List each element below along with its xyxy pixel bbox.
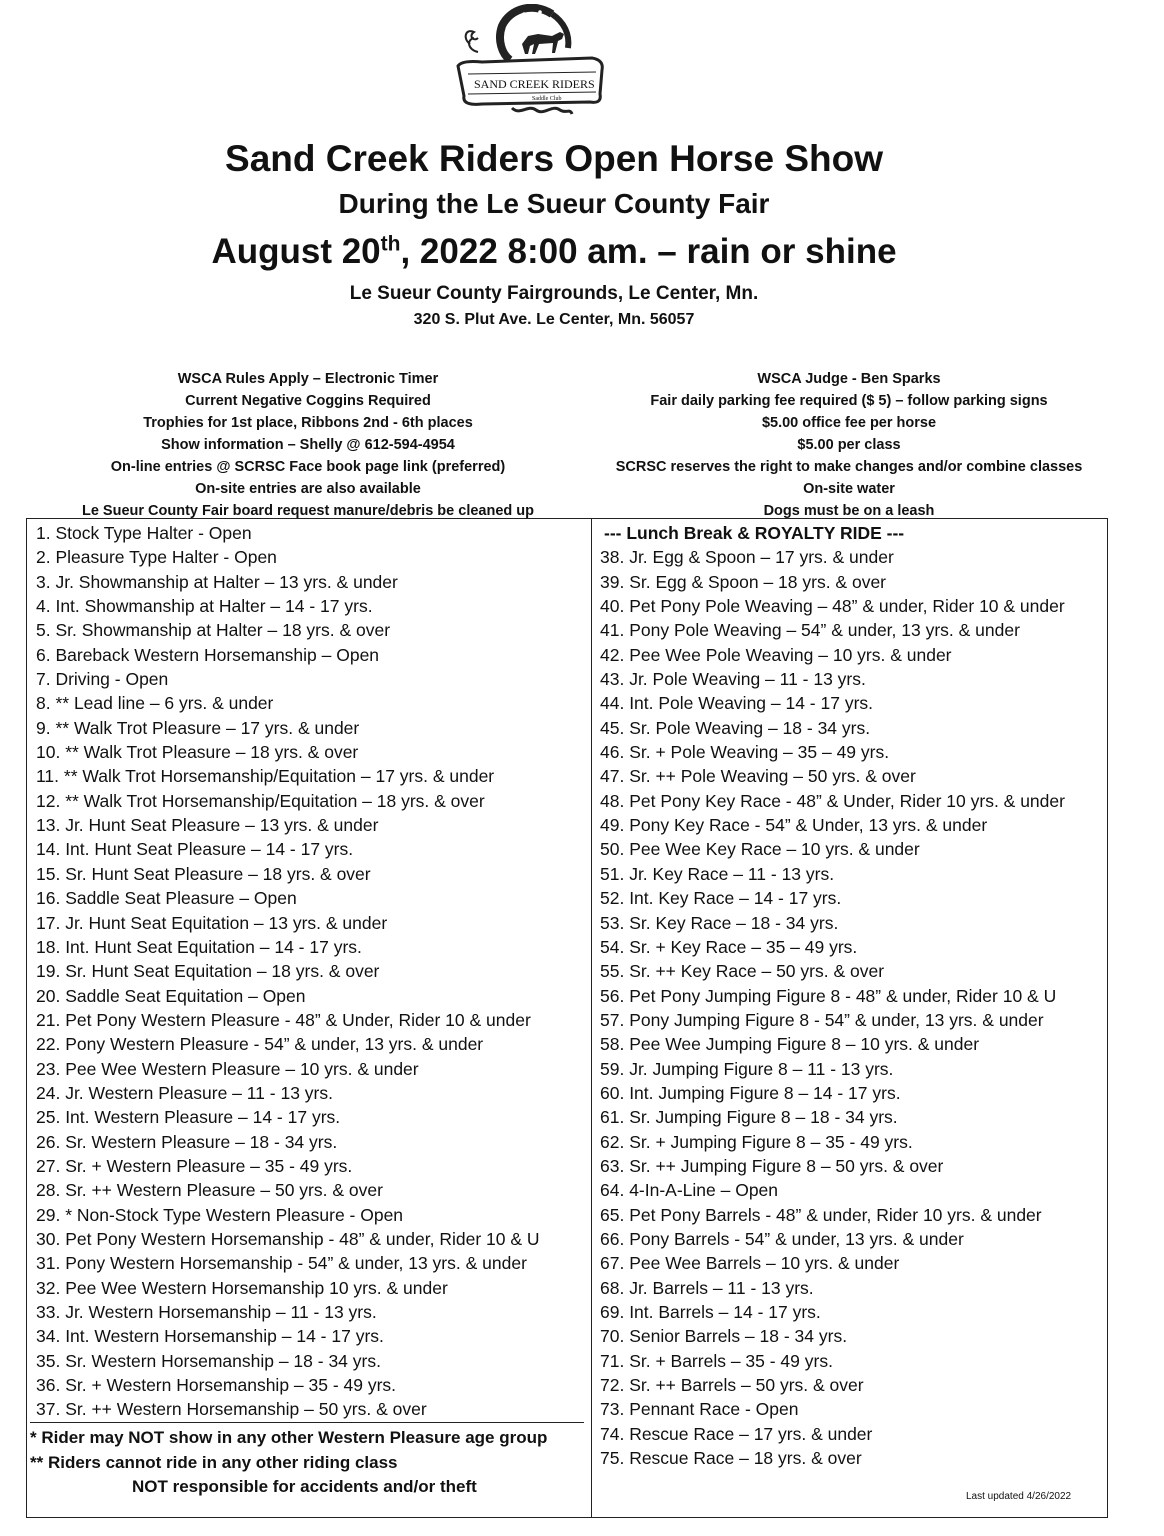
svg-text:Saddle Club: Saddle Club <box>532 96 562 102</box>
lunch-break-heading: --- Lunch Break & ROYALTY RIDE --- <box>604 523 905 543</box>
class-item: 31. Pony Western Horsemanship - 54” & under, 13 yrs. & under <box>36 1253 527 1274</box>
rules-right-column <box>592 368 1106 522</box>
class-item: 71. Sr. + Barrels – 35 - 49 yrs. <box>600 1350 833 1371</box>
page-title: Sand Creek Riders Open Horse Show <box>225 138 883 179</box>
class-item: 25. Int. Western Pleasure – 14 - 17 yrs. <box>36 1107 341 1128</box>
class-item: 67. Pee Wee Barrels – 10 yrs. & under <box>600 1253 900 1274</box>
class-item: 39. Sr. Egg & Spoon – 18 yrs. & over <box>600 571 886 592</box>
class-item: 53. Sr. Key Race – 18 - 34 yrs. <box>600 912 839 933</box>
class-item: 3. Jr. Showmanship at Halter – 13 yrs. & under <box>36 571 398 592</box>
rule-line: WSCA Rules Apply – Electronic Timer <box>177 371 439 387</box>
class-item: 72. Sr. ++ Barrels – 50 yrs. & over <box>600 1375 864 1396</box>
rule-line: $5.00 office fee per horse <box>761 415 937 431</box>
class-item: 40. Pet Pony Pole Weaving – 48” & under, Rider 10 & under <box>600 596 1065 617</box>
rule-line: Dogs must be on a leash <box>763 503 935 519</box>
horseshoe-horse-logo-icon <box>452 4 612 128</box>
class-item: 32. Pee Wee Western Horsemanship 10 yrs. & under <box>36 1277 448 1298</box>
rule-line: Fair daily parking fee required ($ 5) – follow parking signs <box>650 393 1048 409</box>
rule-line: On-line entries @ SCRSC Face book page link (preferred) <box>110 459 506 475</box>
class-item: 19. Sr. Hunt Seat Equitation – 18 yrs. & over <box>36 961 380 982</box>
class-item: 14. Int. Hunt Seat Pleasure – 14 - 17 yrs. <box>36 839 354 860</box>
rule-line: WSCA Judge - Ben Sparks <box>757 371 941 387</box>
class-item: 41. Pony Pole Weaving – 54” & under, 13 yrs. & under <box>600 620 1020 641</box>
class-item: 2. Pleasure Type Halter - Open <box>36 547 277 568</box>
rule-line: Trophies for 1st place, Ribbons 2nd - 6th places <box>143 415 473 431</box>
class-item: 65. Pet Pony Barrels - 48” & under, Rider 10 yrs. & under <box>600 1204 1042 1225</box>
class-item: 36. Sr. + Western Horsemanship – 35 - 49 yrs. <box>36 1375 397 1396</box>
column-divider <box>591 518 592 1518</box>
svg-text:SAND CREEK RIDERS: SAND CREEK RIDERS <box>474 77 595 91</box>
class-item: 26. Sr. Western Pleasure – 18 - 34 yrs. <box>36 1131 338 1152</box>
last-updated: Last updated 4/26/2022 <box>966 1491 1072 1502</box>
rule-line: Current Negative Coggins Required <box>185 393 431 409</box>
class-item: 28. Sr. ++ Western Pleasure – 50 yrs. & over <box>36 1180 383 1201</box>
footnote-western-pleasure: * Rider may NOT show in any other Western Pleasure age group <box>30 1428 548 1447</box>
class-item: 8. ** Lead line – 6 yrs. & under <box>36 693 274 714</box>
class-item: 59. Jr. Jumping Figure 8 – 11 - 13 yrs. <box>600 1058 894 1079</box>
class-item: 57. Pony Jumping Figure 8 - 54” & under, 13 yrs. & under <box>600 1009 1044 1030</box>
class-item: 62. Sr. + Jumping Figure 8 – 35 - 49 yrs. <box>600 1131 913 1152</box>
class-item: 75. Rescue Race – 18 yrs. & over <box>600 1448 862 1469</box>
class-item: 48. Pet Pony Key Race - 48” & Under, Rider 10 yrs. & under <box>600 790 1065 811</box>
class-item: 16. Saddle Seat Pleasure – Open <box>36 888 297 909</box>
class-item: 66. Pony Barrels - 54” & under, 13 yrs. & under <box>600 1228 964 1249</box>
class-item: 63. Sr. ++ Jumping Figure 8 – 50 yrs. & over <box>600 1155 944 1176</box>
class-item: 21. Pet Pony Western Pleasure - 48” & Under, Rider 10 & under <box>36 1009 531 1030</box>
class-item: 4. Int. Showmanship at Halter – 14 - 17 yrs. <box>36 596 373 617</box>
class-item: 47. Sr. ++ Pole Weaving – 50 yrs. & over <box>600 766 916 787</box>
class-item: 58. Pee Wee Jumping Figure 8 – 10 yrs. & under <box>600 1034 980 1055</box>
class-item: 50. Pee Wee Key Race – 10 yrs. & under <box>600 839 920 860</box>
class-item: 6. Bareback Western Horsemanship – Open <box>36 644 380 665</box>
address: 320 S. Plut Ave. Le Center, Mn. 56057 <box>413 311 695 328</box>
rule-line: $5.00 per class <box>797 437 901 453</box>
class-item: 1. Stock Type Halter - Open <box>36 523 252 543</box>
class-item: 61. Sr. Jumping Figure 8 – 18 - 34 yrs. <box>600 1107 898 1128</box>
class-item: 27. Sr. + Western Pleasure – 35 - 49 yrs. <box>36 1155 353 1176</box>
class-item: 7. Driving - Open <box>36 669 169 690</box>
class-item: 74. Rescue Race – 17 yrs. & under <box>600 1423 873 1444</box>
page-subtitle: During the Le Sueur County Fair <box>338 188 770 219</box>
event-time: , 2022 8:00 am. – rain or shine <box>400 232 897 271</box>
rule-line: Show information – Shelly @ 612-594-4954 <box>161 437 455 453</box>
date-suffix: th <box>380 232 401 256</box>
class-item: 70. Senior Barrels – 18 - 34 yrs. <box>600 1326 848 1347</box>
rule-line: On-site water <box>803 481 895 497</box>
class-item: 15. Sr. Hunt Seat Pleasure – 18 yrs. & over <box>36 863 371 884</box>
class-item: 55. Sr. ++ Key Race – 50 yrs. & over <box>600 961 885 982</box>
class-item: 37. Sr. ++ Western Horsemanship – 50 yrs. & over <box>36 1399 427 1420</box>
rule-line: SCRSC reserves the right to make changes and/or combine classes <box>615 459 1083 475</box>
class-item: 18. Int. Hunt Seat Equitation – 14 - 17 yrs. <box>36 936 362 957</box>
class-item: 10. ** Walk Trot Pleasure – 18 yrs. & over <box>36 742 359 763</box>
class-item: 33. Jr. Western Horsemanship – 11 - 13 yrs. <box>36 1302 377 1322</box>
notes-separator <box>30 1422 584 1423</box>
class-item: 73. Pennant Race - Open <box>600 1399 799 1420</box>
class-item: 34. Int. Western Horsemanship – 14 - 17 yrs. <box>36 1326 384 1347</box>
class-item: 29. * Non-Stock Type Western Pleasure - Open <box>36 1204 404 1225</box>
class-item: 64. 4-In-A-Line – Open <box>600 1180 779 1201</box>
class-item: 30. Pet Pony Western Horsemanship - 48” & under, Rider 10 & U <box>36 1228 540 1249</box>
class-item: 13. Jr. Hunt Seat Pleasure – 13 yrs. & under <box>36 815 379 836</box>
class-item: 35. Sr. Western Horsemanship – 18 - 34 yrs. <box>36 1350 381 1371</box>
class-list-right <box>600 521 1100 1470</box>
class-item: 42. Pee Wee Pole Weaving – 10 yrs. & under <box>600 644 952 665</box>
rule-line: On-site entries are also available <box>195 481 421 497</box>
class-item: 60. Int. Jumping Figure 8 – 14 - 17 yrs. <box>600 1082 901 1103</box>
class-item: 69. Int. Barrels – 14 - 17 yrs. <box>600 1302 821 1322</box>
class-item: 9. ** Walk Trot Pleasure – 17 yrs. & under <box>36 717 360 738</box>
class-item: 24. Jr. Western Pleasure – 11 - 13 yrs. <box>36 1082 333 1103</box>
club-logo <box>452 4 612 128</box>
class-item: 12. ** Walk Trot Horsemanship/Equitation – 18 yrs. & over <box>36 790 485 811</box>
class-item: 45. Sr. Pole Weaving – 18 - 34 yrs. <box>600 717 871 738</box>
class-item: 5. Sr. Showmanship at Halter – 18 yrs. & over <box>36 620 391 641</box>
footnote-riding-class: ** Riders cannot ride in any other riding class <box>30 1452 398 1472</box>
class-item: 17. Jr. Hunt Seat Equitation – 13 yrs. & under <box>36 912 388 933</box>
class-item: 44. Int. Pole Weaving – 14 - 17 yrs. <box>600 693 874 714</box>
class-list-left <box>36 521 586 1422</box>
footnotes <box>30 1426 590 1500</box>
class-item: 51. Jr. Key Race – 11 - 13 yrs. <box>600 863 835 884</box>
class-item: 20. Saddle Seat Equitation – Open <box>36 985 306 1006</box>
class-item: 52. Int. Key Race – 14 - 17 yrs. <box>600 888 842 909</box>
class-item: 23. Pee Wee Western Pleasure – 10 yrs. & under <box>36 1058 419 1079</box>
class-item: 22. Pony Western Pleasure - 54” & under, 13 yrs. & under <box>36 1034 484 1055</box>
venue: Le Sueur County Fairgrounds, Le Center, Mn. <box>349 283 759 304</box>
class-item: 43. Jr. Pole Weaving – 11 - 13 yrs. <box>600 669 866 690</box>
event-date: August 20 <box>211 232 381 271</box>
rules-left-column <box>26 368 590 522</box>
class-item: 56. Pet Pony Jumping Figure 8 - 48” & under, Rider 10 & U <box>600 985 1057 1006</box>
rule-line: Le Sueur County Fair board request manure/debris be cleaned up <box>81 503 534 519</box>
class-item: 54. Sr. + Key Race – 35 – 49 yrs. <box>600 936 858 957</box>
class-item: 38. Jr. Egg & Spoon – 17 yrs. & under <box>600 547 894 568</box>
event-date-line <box>0 232 1108 272</box>
class-item: 11. ** Walk Trot Horsemanship/Equitation – 17 yrs. & under <box>36 766 495 787</box>
class-item: 68. Jr. Barrels – 11 - 13 yrs. <box>600 1277 814 1298</box>
liability-notice: NOT responsible for accidents and/or theft <box>132 1477 477 1496</box>
class-item: 46. Sr. + Pole Weaving – 35 – 49 yrs. <box>600 742 890 763</box>
class-item: 49. Pony Key Race - 54” & Under, 13 yrs. & under <box>600 815 988 836</box>
